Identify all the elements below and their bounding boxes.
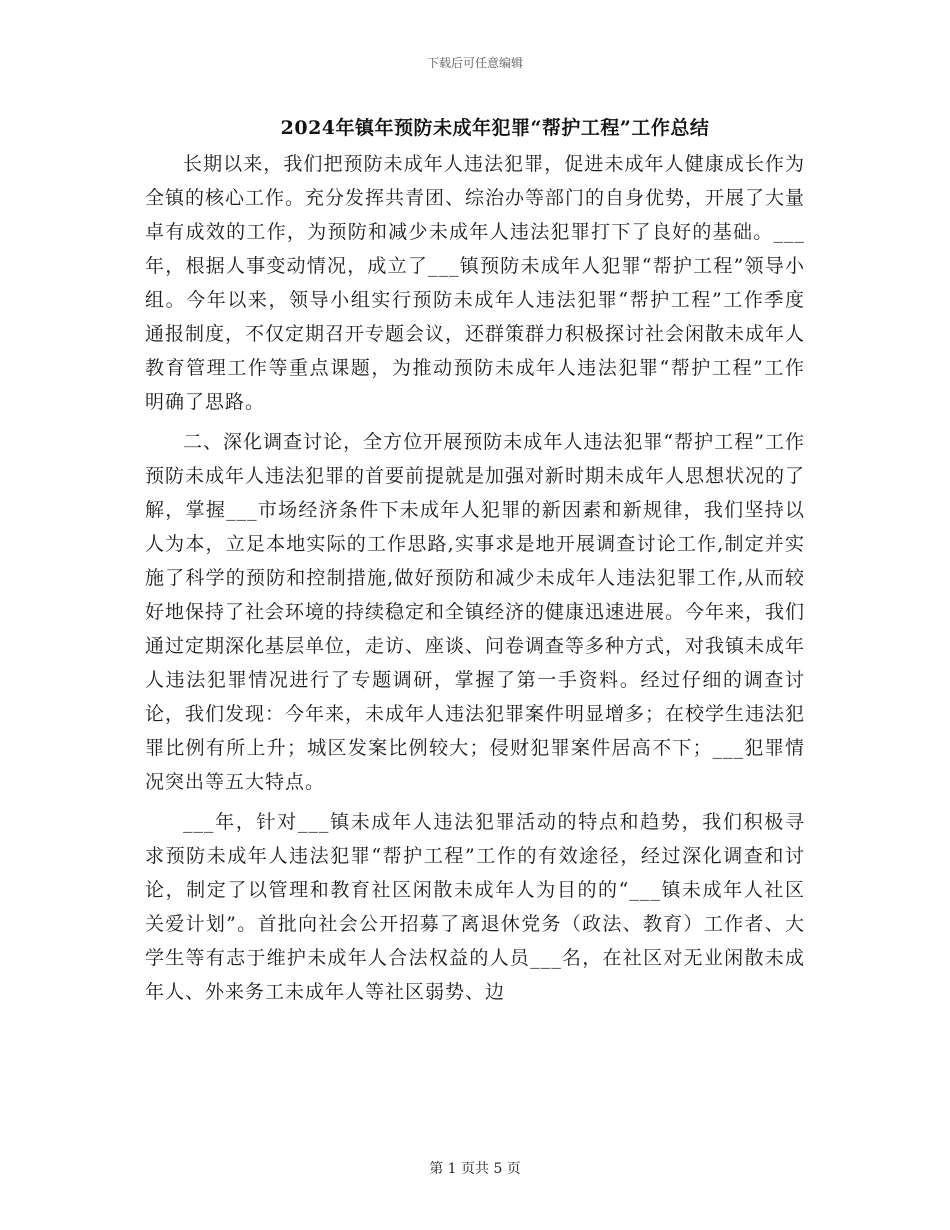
paragraph-3: ___年，针对___镇未成年人违法犯罪活动的特点和趋势，我们积极寻求预防未成年人违法犯罪“帮护工程”工作的有效途径，经过深化调查和讨论，制定了以管理和教育社区闲散未成年人为目的的“___镇未成年人社区关爱计划”。首批向社会公开招募了离退休党务（政法、教育）工作者、大学生等有志于维护未成年人合法权益的人员___名，在社区对无业闲散未成年人、外来务工未成年人等社区弱势、边	[145, 811, 805, 1003]
paragraph-1: 长期以来，我们把预防未成年人违法犯罪，促进未成年人健康成长作为全镇的核心工作。充分发挥共青团、综治办等部门的自身优势，开展了大量卓有成效的工作，为预防和减少未成年人违法犯罪打下了良好的基础。___年，根据人事变动情况，成立了___镇预防未成年人犯罪“帮护工程”领导小组。今年以来，领导小组实行预防未成年人违法犯罪“帮护工程”工作季度通报制度，不仅定期召开专题会议，还群策群力积极探讨社会闲散未成年人教育管理工作等重点课题，为推动预防未成年人违法犯罪“帮护工程”工作明确了思路。	[145, 153, 806, 413]
document-title: 2024年镇年预防未成年犯罪“帮护工程”工作总结	[280, 117, 710, 139]
page-header-note: 下载后可任意编辑	[426, 56, 523, 70]
document-body	[145, 147, 826, 1009]
page-number-footer: 第 1 页共 5 页	[429, 1161, 521, 1177]
paragraph-2: 二、深化调查讨论，全方位开展预防未成年人违法犯罪“帮护工程”工作 预防未成年人违法犯罪的首要前提就是加强对新时期未成年人思想状况的了解，掌握___市场经济条件下未成年人犯罪的新因素和新规律，我们坚持以人为本，立足本地实际的工作思路,实事求是地开展调查讨论工作,制定并实施了科学的预防和控制措施,做好预防和减少未成年人违法犯罪工作,从而较好地保持了社会环境的持续稳定和全镇经济的健康迅速进展。今年来，我们通过定期深化基层单位，走访、座谈、问卷调查等多种方式，对我镇未成年人违法犯罪情况进行了专题调研，掌握了第一手资料。经过仔细的调查讨论，我们发现：今年来，未成年人违法犯罪案件明显增多；在校学生违法犯罪比例有所上升；城区发案比例较大；侵财犯罪案件居高不下；___犯罪情况突出等五大特点。	[145, 431, 826, 793]
